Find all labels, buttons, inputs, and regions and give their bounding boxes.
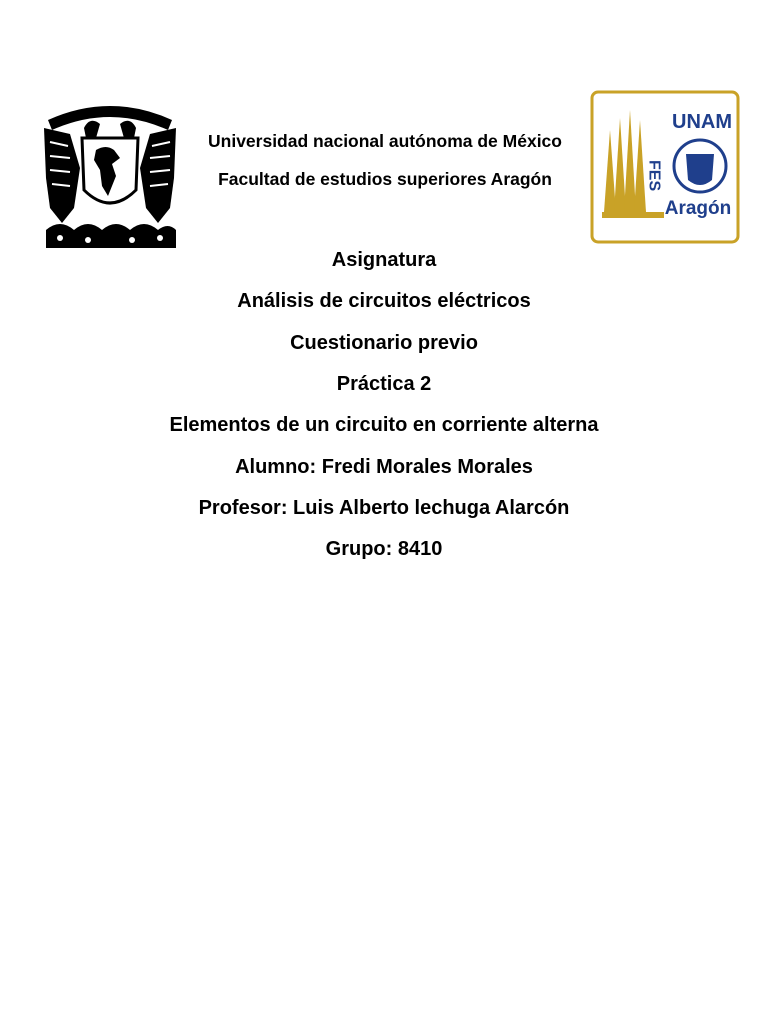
- student-name: Alumno: Fredi Morales Morales: [235, 456, 533, 478]
- subject-name: Análisis de circuitos eléctricos: [237, 290, 531, 312]
- practice-number: Práctica 2: [336, 373, 432, 395]
- group-number: Grupo: 8410: [325, 538, 443, 560]
- fes-logo-fes-text: FES: [645, 160, 663, 192]
- university-name: Universidad nacional autónoma de México: [208, 131, 562, 151]
- faculty-name: Facultad de estudios superiores Aragón: [218, 169, 552, 189]
- subject-heading: Asignatura: [331, 249, 437, 271]
- unam-seal-icon: [40, 98, 180, 253]
- fes-logo-aragon-text: Aragón: [664, 198, 732, 219]
- fes-aragon-logo-icon: [590, 90, 740, 245]
- fes-logo-unam-text: UNAM: [672, 111, 732, 133]
- practice-title: Elementos de un circuito en corriente alterna: [169, 414, 599, 436]
- professor-name: Profesor: Luis Alberto lechuga Alarcón: [198, 497, 570, 519]
- document-type: Cuestionario previo: [290, 332, 478, 354]
